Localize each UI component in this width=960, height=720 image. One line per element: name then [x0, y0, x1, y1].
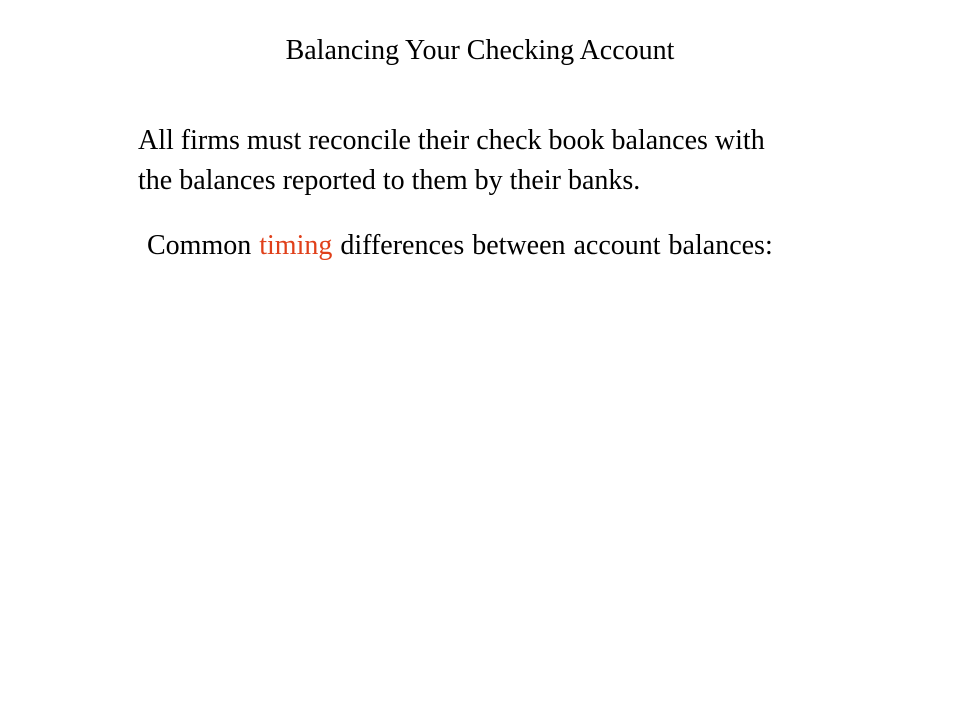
intro-line-1: All firms must reconcile their check book balances with	[138, 125, 765, 156]
timing-highlight: timing	[259, 230, 333, 261]
intro-line-2: the balances reported to them by their banks.	[138, 165, 641, 196]
subheading-after: differences between account balances:	[332, 230, 773, 261]
subheading-before: Common	[147, 230, 260, 261]
slide-title: Balancing Your Checking Account	[285, 35, 675, 66]
intro-paragraph	[138, 121, 878, 201]
timing-differences-heading	[147, 227, 907, 265]
